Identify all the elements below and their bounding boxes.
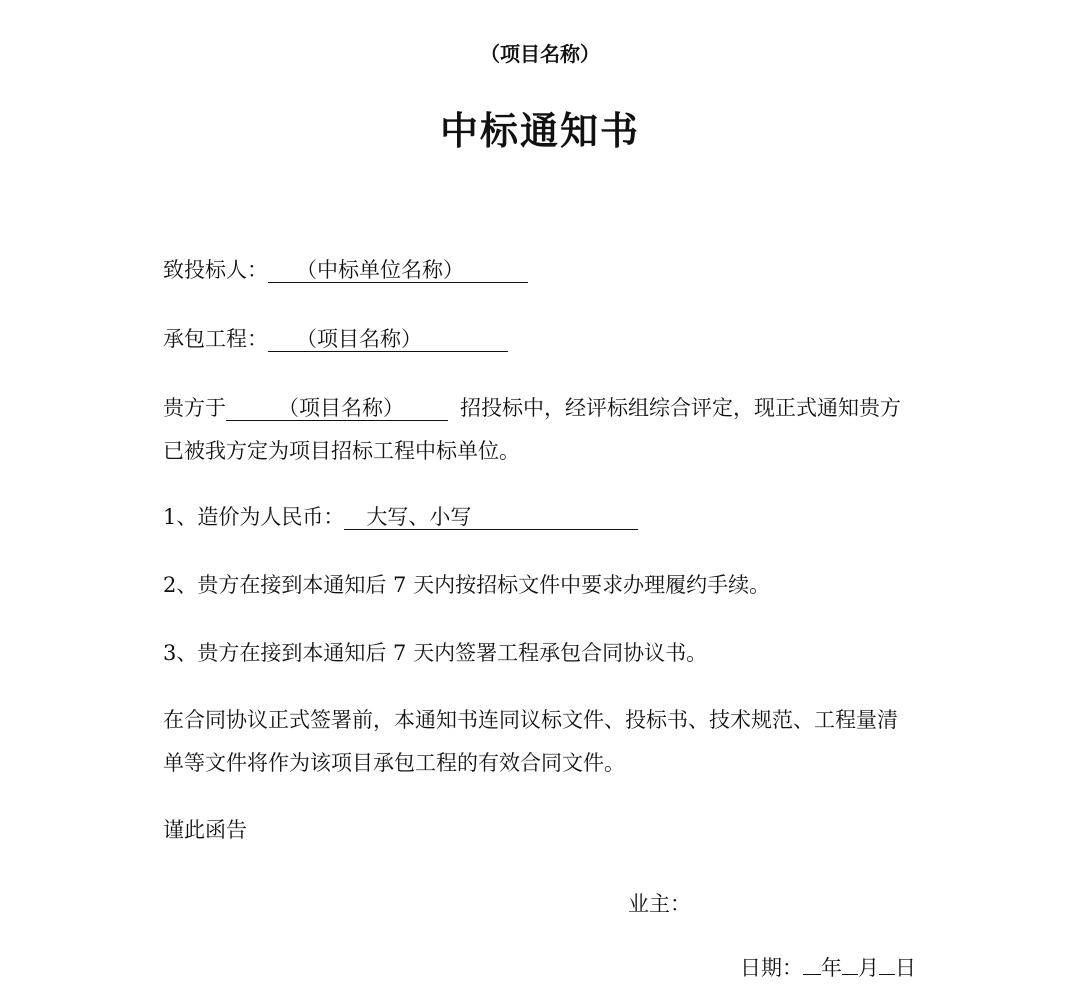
item-1-value: 大写、小写: [344, 505, 638, 530]
intro-line-1: [163, 385, 901, 431]
closing-line-2: 单等文件将作为该项目承包工程的有效合同文件。: [163, 751, 625, 775]
date-line: [740, 952, 916, 982]
day-blank: [879, 974, 895, 975]
page-title: 中标通知书: [439, 109, 640, 153]
project-value: （项目名称）: [268, 327, 508, 352]
to-bidder-value: （中标单位名称）: [268, 258, 528, 283]
item-3: 3、贵方在接到本通知后 7 天内签署工程承包合同协议书。: [163, 641, 708, 665]
to-bidder-label: 致投标人：: [163, 258, 268, 282]
intro-project-value: （项目名称）: [226, 396, 448, 421]
item-1: [163, 494, 638, 540]
intro-suffix: 招投标中，经评标组综合评定，现正式通知贵方: [460, 396, 901, 420]
intro-prefix: 贵方于: [163, 396, 226, 420]
closing-line-1: 在合同协议正式签署前，本通知书连同议标文件、投标书、技术规范、工程量清: [163, 708, 898, 732]
project-line: [163, 316, 508, 362]
salutation: 谨此函告: [163, 818, 247, 842]
year-label: 年: [821, 956, 842, 980]
to-bidder-line: [163, 247, 528, 293]
project-name-header: （项目名称）: [480, 42, 600, 66]
month-blank: [842, 974, 858, 975]
item-2: 2、贵方在接到本通知后 7 天内按招标文件中要求办理履约手续。: [163, 573, 771, 597]
owner-label: 业主：: [628, 892, 691, 916]
item-1-label: 1、造价为人民币：: [163, 505, 345, 529]
day-label: 日: [895, 956, 916, 980]
date-label: 日期：: [740, 956, 803, 980]
year-blank: [803, 974, 821, 975]
month-label: 月: [858, 956, 879, 980]
intro-line-2: 已被我方定为项目招标工程中标单位。: [163, 439, 520, 463]
project-label: 承包工程：: [163, 327, 268, 351]
